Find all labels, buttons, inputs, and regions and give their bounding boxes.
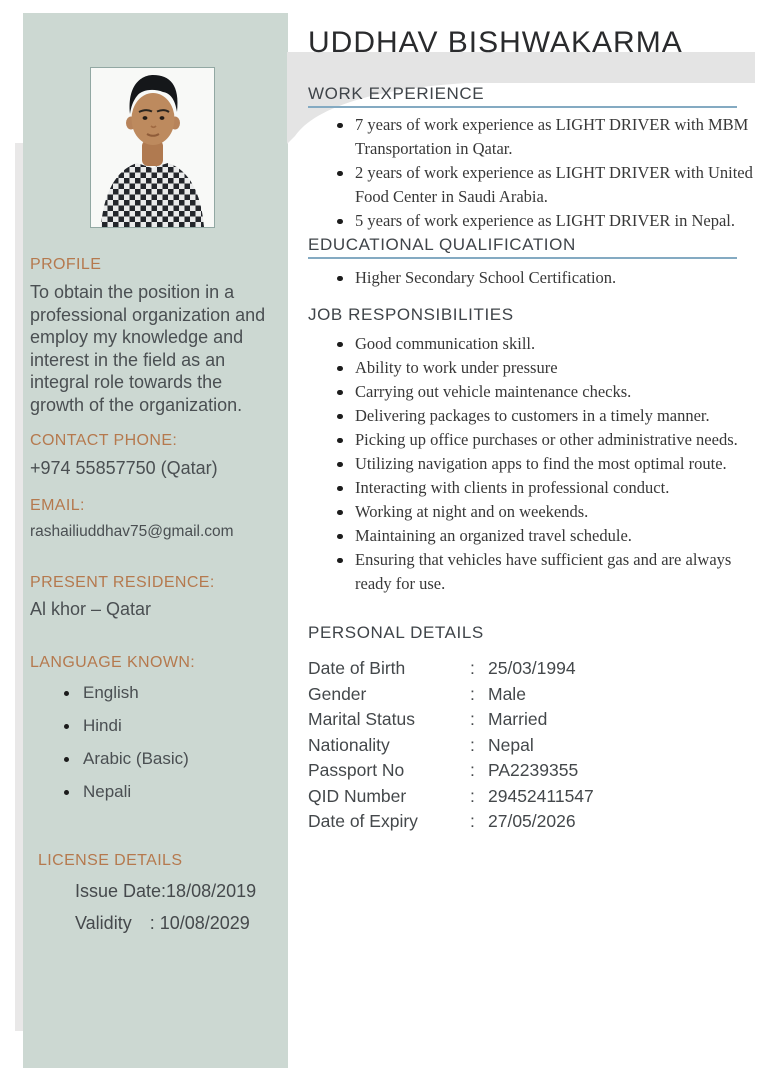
personal-detail-separator: : xyxy=(470,658,475,678)
language-item: English xyxy=(30,683,280,703)
personal-detail-label: Passport No xyxy=(308,760,405,780)
job-responsibility-item: Picking up office purchases or other administrative needs. xyxy=(308,428,754,452)
personal-detail-label: Gender xyxy=(308,683,367,704)
education-heading: EDUCATIONAL QUALIFICATION xyxy=(308,236,737,259)
languages-heading: LANGUAGE KNOWN: xyxy=(30,654,196,671)
job-responsibility-item: Working at night and on weekends. xyxy=(308,500,754,524)
work-experience-item: 5 years of work experience as LIGHT DRIVER in Nepal. xyxy=(308,209,754,233)
contact-phone-heading: CONTACT PHONE: xyxy=(30,432,178,449)
language-item: Nepali xyxy=(30,782,280,802)
email-value: rashailiuddhav75@gmail.com xyxy=(30,523,234,540)
education-list xyxy=(308,266,754,290)
languages-list xyxy=(30,683,280,802)
personal-detail-value: Nepal xyxy=(488,734,534,755)
personal-detail-separator: : xyxy=(470,811,475,831)
personal-detail-row xyxy=(308,682,754,708)
profile-photo xyxy=(90,67,215,228)
language-item: Hindi xyxy=(30,716,280,736)
personal-detail-value: 25/03/1994 xyxy=(488,658,576,678)
contact-phone-value: +974 55857750 (Qatar) xyxy=(30,458,218,478)
work-experience-heading: WORK EXPERIENCE xyxy=(308,85,737,108)
job-responsibilities-list xyxy=(308,332,754,596)
work-experience-item: 7 years of work experience as LIGHT DRIVER with MBM Transportation in Qatar. xyxy=(308,113,754,161)
license-validity-value: : 10/08/2029 xyxy=(149,913,250,933)
job-responsibility-item: Ensuring that vehicles have sufficient gas and are always ready for use. xyxy=(308,548,754,596)
personal-detail-row xyxy=(308,758,754,784)
job-responsibility-item: Good communication skill. xyxy=(308,332,754,356)
education-item: Higher Secondary School Certification. xyxy=(308,266,754,290)
residence-heading: PRESENT RESIDENCE: xyxy=(30,574,215,591)
personal-detail-label: Date of Expiry xyxy=(308,811,418,831)
personal-details-heading: PERSONAL DETAILS xyxy=(308,623,484,642)
personal-detail-separator: : xyxy=(470,683,475,704)
personal-detail-label: Nationality xyxy=(308,734,390,755)
job-responsibility-item: Ability to work under pressure xyxy=(308,356,754,380)
personal-detail-row xyxy=(308,707,754,733)
profile-heading: PROFILE xyxy=(30,256,102,273)
language-item: Arabic (Basic) xyxy=(30,749,280,769)
job-responsibility-item: Delivering packages to customers in a timely manner. xyxy=(308,404,754,428)
personal-detail-value: PA2239355 xyxy=(488,760,579,780)
personal-detail-row xyxy=(308,809,754,835)
job-responsibility-item: Carrying out vehicle maintenance checks. xyxy=(308,380,754,404)
profile-text: To obtain the position in a professional organization and employ my knowledge and interest in the field as an integral role towards the growth of the organization. xyxy=(30,282,266,415)
personal-detail-row xyxy=(308,784,754,810)
personal-detail-separator: : xyxy=(470,760,475,780)
job-responsibility-item: Interacting with clients in professional conduct. xyxy=(308,476,754,500)
job-responsibility-item: Utilizing navigation apps to find the most optimal route. xyxy=(308,452,754,476)
main-content xyxy=(308,0,754,835)
license-heading: LICENSE DETAILS xyxy=(38,852,183,869)
sidebar-shadow-strip xyxy=(15,143,23,1031)
personal-detail-value: Male xyxy=(488,683,526,704)
personal-detail-separator: : xyxy=(470,785,475,806)
license-validity xyxy=(75,912,280,934)
name-title: UDDHAV BISHWAKARMA xyxy=(308,26,683,59)
personal-detail-separator: : xyxy=(470,709,475,729)
work-experience-list xyxy=(308,113,754,233)
personal-detail-value: 27/05/2026 xyxy=(488,811,576,831)
personal-detail-value: 29452411547 xyxy=(488,785,594,806)
personal-details-table xyxy=(308,656,754,835)
license-validity-label: Validity xyxy=(75,913,132,933)
personal-detail-label: Date of Birth xyxy=(308,658,406,678)
license-issue-date: Issue Date:18/08/2019 xyxy=(75,881,257,901)
personal-detail-value: Married xyxy=(488,709,548,729)
personal-detail-row xyxy=(308,656,754,682)
work-experience-item: 2 years of work experience as LIGHT DRIVER with United Food Center in Saudi Arabia. xyxy=(308,161,754,209)
email-heading: EMAIL: xyxy=(30,497,85,514)
portrait-illustration xyxy=(91,68,214,227)
sidebar-content xyxy=(30,257,280,934)
personal-detail-row xyxy=(308,733,754,759)
personal-detail-separator: : xyxy=(470,734,475,755)
personal-detail-label: QID Number xyxy=(308,785,407,806)
personal-detail-label: Marital Status xyxy=(308,709,415,729)
job-responsibilities-heading: JOB RESPONSIBILITIES xyxy=(308,305,514,324)
residence-value: Al khor – Qatar xyxy=(30,599,152,619)
job-responsibility-item: Maintaining an organized travel schedule. xyxy=(308,524,754,548)
